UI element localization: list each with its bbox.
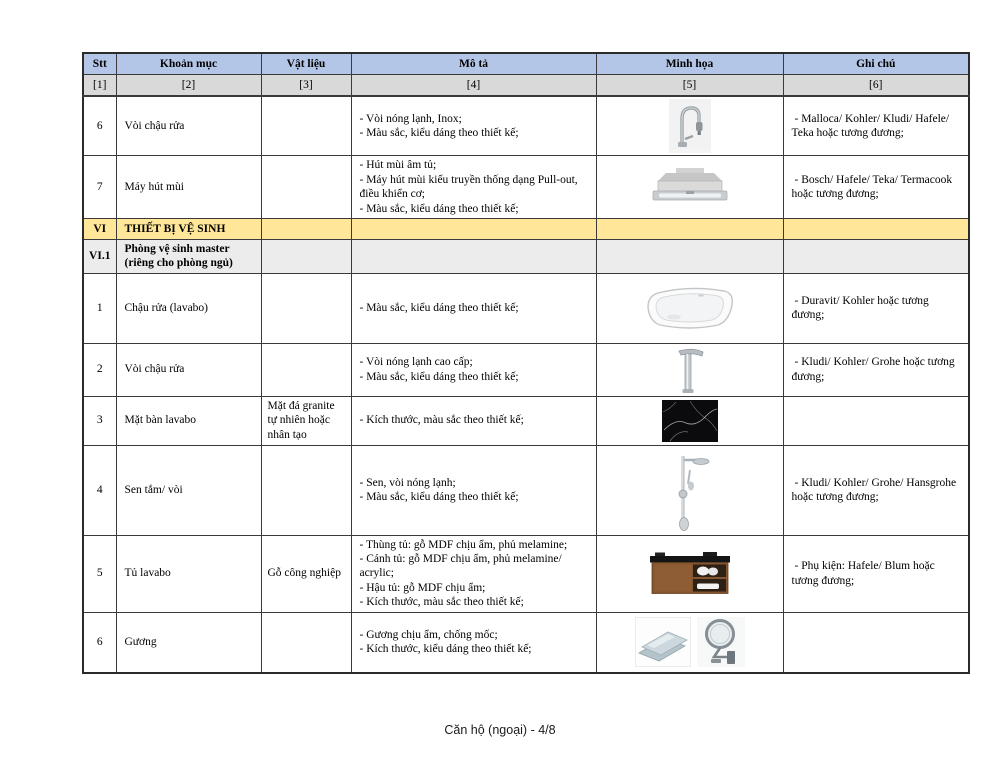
material-cell: Gỗ công nghiệp [261,535,351,612]
table-row [83,535,969,612]
illustration-cell [596,343,783,396]
item-cell: THIẾT BỊ VỆ SINH [116,218,261,239]
material-cell [261,156,351,219]
description-cell [351,343,596,396]
stt-cell: 3 [83,396,116,445]
material-cell [261,239,351,273]
table-header [83,53,969,96]
material-cell: Mặt đá granite tự nhiên hoặc nhân tạo [261,396,351,445]
mirror-sheets-image [635,617,691,667]
illustration-cell [596,96,783,156]
page-footer: Căn hộ (ngoại) - 4/8 [444,723,556,737]
basin-faucet-image [673,346,707,394]
description-line: - Vòi nóng lạnh cao cấp; [359,356,473,369]
note-cell: - Kludi/ Kohler/ Grohe/ Hansgrohe hoặc tương đương; [783,445,969,535]
illustration-cell [596,239,783,273]
granite-slab-image [662,400,718,442]
note-cell: - Kludi/ Kohler/ Grohe hoặc tương đương; [783,343,969,396]
description-line: - Màu sắc, kiểu dáng theo thiết kế; [359,491,519,504]
illustration-wrap [602,617,778,667]
section-row [83,218,969,239]
shower-column-image [667,448,713,532]
description-cell [351,273,596,343]
illustration-wrap [602,551,778,597]
illustration-wrap [602,400,778,442]
description-line: - Hút mùi âm tủ; [359,159,437,172]
description-cell [351,156,596,219]
material-cell [261,343,351,396]
material-cell [261,273,351,343]
header-row [83,53,969,74]
magnifying-mirror-image [697,617,745,667]
stt-cell: 4 [83,445,116,535]
stt-cell: 1 [83,273,116,343]
item-cell: Gương [116,612,261,673]
illustration-wrap [602,168,778,206]
description-line: - Kích thước, kiểu dáng theo thiết kế; [359,643,532,656]
description-line: - Cánh tủ: gỗ MDF chịu ẩm, phủ melamine/ acrylic; [359,553,562,580]
note-cell: - Phụ kiện: Hafele/ Blum hoặc tương đương; [783,535,969,612]
illustration-wrap [602,448,778,532]
item-cell: Chậu rửa (lavabo) [116,273,261,343]
material-cell [261,218,351,239]
description-line: - Gương chịu ẩm, chống mốc; [359,628,498,641]
note-cell [783,239,969,273]
table-row [83,445,969,535]
subsection-row [83,239,969,273]
item-cell: Tủ lavabo [116,535,261,612]
column-ref-row [83,74,969,96]
table-row [83,156,969,219]
note-cell: - Bosch/ Hafele/ Teka/ Termacook hoặc tương đương; [783,156,969,219]
vanity-cabinet-image [647,551,733,597]
description-line: - Kích thước, màu sắc theo thiết kế; [359,414,524,427]
item-cell: Sen tắm/ vòi [116,445,261,535]
description-line: - Vòi nóng lạnh, Inox; [359,112,462,125]
description-cell [351,445,596,535]
description-cell [351,218,596,239]
column-ref-5: [5] [596,74,783,96]
washbasin-image [644,283,736,333]
note-cell: - Duravit/ Kohler hoặc tương đương; [783,273,969,343]
table-row [83,343,969,396]
description-line: - Hậu tủ: gỗ MDF chịu ẩm; [359,581,486,594]
column-header-4: Mô tả [351,53,596,74]
note-cell [783,612,969,673]
note-cell [783,396,969,445]
table-row [83,273,969,343]
column-ref-3: [3] [261,74,351,96]
illustration-cell [596,218,783,239]
kitchen-faucet-icon [669,99,711,149]
table-row [83,396,969,445]
column-header-3: Vật liệu [261,53,351,74]
description-line: - Màu sắc, kiểu dáng theo thiết kế; [359,301,519,314]
illustration-cell [596,396,783,445]
item-cell: Vòi chậu rửa [116,96,261,156]
description-cell [351,96,596,156]
stt-cell: 2 [83,343,116,396]
item-cell: Vòi chậu rửa [116,343,261,396]
item-cell: Mặt bàn lavabo [116,396,261,445]
column-header-5: Minh họa [596,53,783,74]
stt-cell: VI [83,218,116,239]
illustration-wrap [602,99,778,153]
stt-cell: VI.1 [83,239,116,273]
illustration-cell [596,612,783,673]
range-hood-image [646,168,734,206]
description-line: - Màu sắc, kiểu dáng theo thiết kế; [359,127,519,140]
item-cell: Máy hút mùi [116,156,261,219]
illustration-cell [596,273,783,343]
column-ref-2: [2] [116,74,261,96]
description-cell [351,612,596,673]
column-header-2: Khoản mục [116,53,261,74]
column-header-6: Ghi chú [783,53,969,74]
description-line: - Màu sắc, kiểu dáng theo thiết kế; [359,202,519,215]
illustration-cell [596,535,783,612]
material-cell [261,96,351,156]
column-header-1: Stt [83,53,116,74]
description-line: - Kích thước, màu sắc theo thiết kế; [359,596,524,609]
note-cell: - Malloca/ Kohler/ Kludi/ Hafele/ Teka hoặc tương đương; [783,96,969,156]
stt-cell: 6 [83,96,116,156]
stt-cell: 7 [83,156,116,219]
stt-cell: 6 [83,612,116,673]
column-ref-6: [6] [783,74,969,96]
illustration-cell [596,156,783,219]
kitchen-faucet-image [669,99,711,153]
illustration-cell [596,445,783,535]
column-ref-4: [4] [351,74,596,96]
table-body [83,96,969,673]
table-row [83,612,969,673]
specification-table [82,52,970,674]
description-line: - Máy hút mùi kiểu truyền thống dạng Pull-out, điều khiển cơ; [359,173,578,201]
description-cell [351,535,596,612]
stt-cell: 5 [83,535,116,612]
material-cell [261,445,351,535]
illustration-wrap [602,346,778,394]
column-ref-1: [1] [83,74,116,96]
table-row [83,96,969,156]
note-cell [783,218,969,239]
description-line: - Sen, vòi nóng lạnh; [359,476,456,489]
item-cell: Phòng vệ sinh master (riêng cho phòng ngủ) [116,239,261,273]
description-line: - Thùng tủ: gỗ MDF chịu ẩm, phủ melamine; [359,538,568,551]
material-cell [261,612,351,673]
description-line: - Màu sắc, kiểu dáng theo thiết kế; [359,370,519,383]
illustration-wrap [602,283,778,333]
description-cell [351,396,596,445]
description-cell [351,239,596,273]
